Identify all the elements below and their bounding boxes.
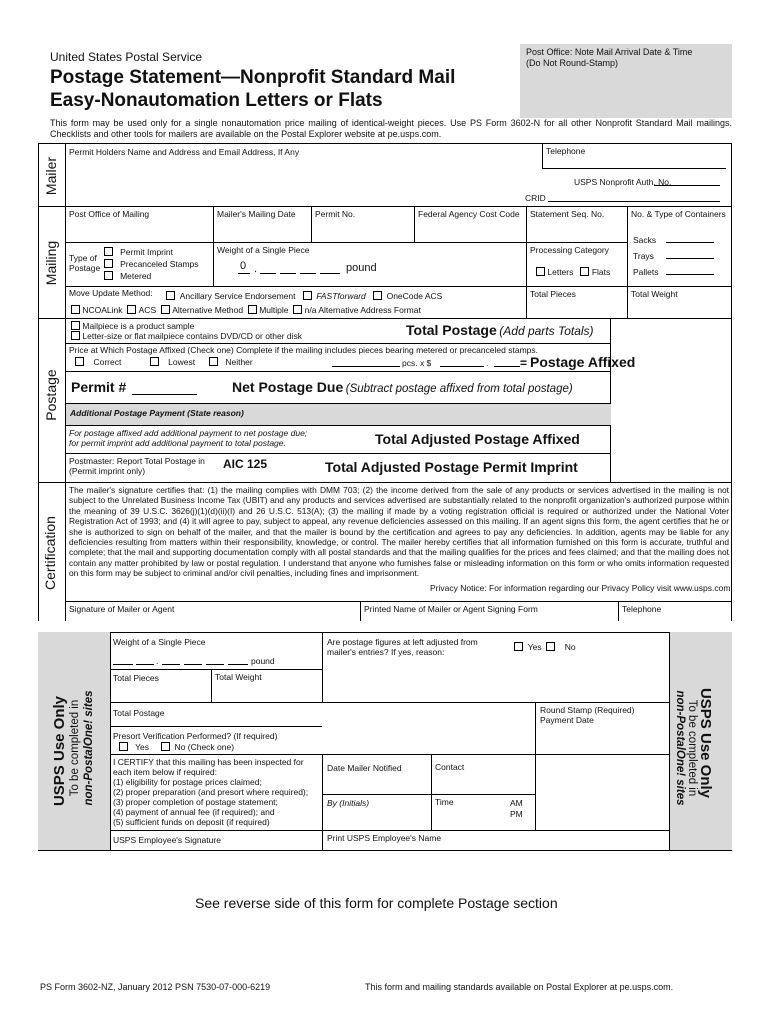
federal-code-field[interactable]: Federal Agency Cost Code — [414, 206, 526, 242]
usps-weight-unit: pound — [251, 656, 275, 666]
usps-total-postage[interactable]: Total Postage — [113, 708, 165, 718]
lowest-label: Lowest — [168, 357, 196, 367]
na-alt-checkbox[interactable] — [293, 305, 302, 314]
usps-left-sub-1: To be completed in — [69, 699, 81, 797]
na-alt-label: n/a Alternative Address Format — [304, 305, 421, 315]
usps-total-weight[interactable]: Total Weight — [211, 669, 322, 702]
multiple-checkbox[interactable] — [248, 305, 257, 314]
correct-label: Correct — [93, 357, 122, 367]
dvd-label: Letter-size or flat mailpiece contains DVD/CD or other disk — [82, 331, 303, 341]
alternative-label: Alternative Method — [172, 305, 244, 315]
certification-side-label: Certification — [42, 516, 58, 590]
postmaster-report: Postmaster: Report Total Postage in — [69, 456, 205, 466]
usps-right-sub-2: non-PostalOne! sites — [674, 690, 686, 806]
affixed-note-1: For postage affixed add additional payment to net postage due; — [69, 428, 308, 438]
postage-type-label-1: Type of — [69, 253, 97, 263]
neither-checkbox[interactable] — [209, 357, 218, 366]
ancillary-label: Ancillary Service Endorsement — [179, 291, 296, 301]
am-label: AM — [510, 798, 523, 808]
adjusted-no-label: No — [564, 642, 576, 652]
arrival-note-line-2: (Do Not Round-Stamp) — [526, 58, 619, 68]
usps-weight-label: Weight of a Single Piece — [113, 637, 206, 647]
by-initials-field[interactable]: By (Initials) — [327, 798, 370, 808]
auth-no-label: USPS Nonprofit Auth. No. — [574, 177, 672, 187]
adjusted-question: Are postage figures at left adjusted from mailer's entries? If yes, reason: — [327, 637, 478, 657]
total-postage-label: Total Postage — [406, 322, 497, 338]
flats-label: Flats — [591, 267, 611, 277]
presort-no-checkbox[interactable] — [161, 742, 170, 751]
net-postage-heading — [232, 379, 573, 395]
permit-no-field[interactable]: Permit No. — [311, 206, 414, 242]
print-employee-field[interactable]: Print USPS Employee's Name — [327, 833, 442, 843]
price-affixed-text: Price at Which Postage Affixed (Check one) Complete if the mailing includes pieces bearing metered or precanceled stamps. — [69, 345, 538, 355]
alternative-checkbox[interactable] — [161, 305, 170, 314]
product-sample-checkbox[interactable] — [71, 321, 80, 330]
certification-text: The mailer's signature certifies that: (1) the mailing complies with DMM 703; (2) the income derived from the sale of any products or services advertised in the mailing is not subject to the Unrelated Business Income Tax (UBIT) and any products and services advertised are substantially related to the nonprofit organization's authorized purpose within the meaning of 39 U.S.C. 3626(j)(1)(d)(ii)(I) and 26 U.S.C. 513(A); (3) the mailing if made by a voting registration official is required or authorized under the National Voter Registration Act of 1993; and (4) it will agree to pay, subject to appeal, any revenue deficiencies assessed on this mailing. If an agent signs this form, the agent certifies that he or she is authorized to sign on behalf of the mailer, and that the mailer is bound by the certification and agrees to pay any deficiencies. In addition, agents may be liable for any deficiencies resulting from matters within their responsibility, knowledge, or control. The mailer hereby certifies that all information furnished on this form is accurate, truthful and complete; that the mail and supporting documentation comply with all postal standards and that the mailing qualifies for the prices and fees claimed; and that the mailing does not contain any matter prohibited by law or postal regulation. I understand that anyone who furnishes false or misleading information on this form or who omits information requested on this form may be subject to criminal and/or civil penalties, including fines and imprisonment. — [69, 485, 729, 579]
usps-left-sub-2: non-PostalOne! sites — [83, 690, 95, 806]
form-subtitle: Easy-Nonautomation Letters or Flats — [50, 90, 383, 111]
adjusted-no-checkbox[interactable] — [546, 642, 555, 651]
availability-note: This form and mailing standards available on Postal Explorer at pe.usps.com. — [365, 982, 674, 992]
pallets-field[interactable] — [666, 265, 714, 275]
statement-seq-field[interactable]: Statement Seq. No. — [526, 206, 627, 242]
permit-holder-field[interactable]: Permit Holders Name and Address and Email Address, If Any — [69, 147, 300, 157]
pcs-x-label: pcs. x $ — [402, 358, 432, 368]
postage-type-label — [69, 253, 100, 273]
product-sample-label: Mailpiece is a product sample — [82, 321, 195, 331]
arrival-note-line-1: Post Office: Note Mail Arrival Date & Time — [526, 47, 693, 57]
correct-checkbox[interactable] — [75, 357, 84, 366]
weight-label: Weight of a Single Piece — [217, 245, 310, 255]
permit-number-label: Permit # — [71, 379, 127, 395]
flats-checkbox[interactable] — [580, 267, 589, 276]
affixed-note — [69, 428, 307, 448]
permit-imprint-label: Permit Imprint — [120, 247, 173, 257]
certify-item-5: (5) sufficient funds on deposit (if required) — [113, 817, 270, 827]
round-stamp-label — [540, 705, 635, 725]
crid-field[interactable] — [548, 191, 720, 202]
trays-field[interactable] — [666, 249, 714, 259]
certify-block — [113, 757, 319, 827]
mailing-date-field[interactable]: Mailer's Mailing Date — [213, 206, 311, 242]
contact-field[interactable]: Contact — [431, 754, 535, 794]
total-pieces-field[interactable]: Total Pieces — [526, 286, 627, 318]
crid-label: CRID — [525, 193, 546, 203]
mailer-signature-field[interactable]: Signature of Mailer or Agent — [69, 604, 175, 614]
weight-field[interactable] — [240, 260, 246, 272]
total-adjusted-affixed: Total Adjusted Postage Affixed — [375, 431, 580, 447]
move-update-label: Move Update Method: — [69, 288, 153, 298]
postage-type-label-2: Postage — [69, 263, 101, 273]
total-adjusted-imprint: Total Adjusted Postage Permit Imprint — [325, 459, 578, 475]
total-weight-field[interactable]: Total Weight — [627, 286, 732, 318]
presort-no-label: No (Check one) — [174, 742, 235, 752]
aic-code: AIC 125 — [223, 457, 268, 471]
weight-unit: pound — [346, 262, 377, 274]
dvd-checkbox[interactable] — [71, 331, 80, 340]
fastforward-label: FASTforward — [316, 291, 366, 301]
postage-type-options — [104, 247, 199, 283]
acs-label: ACS — [138, 305, 157, 315]
postage-side-label: Postage — [43, 369, 59, 421]
affixed-note-2: for permit imprint add additional payment to total postage. — [69, 438, 286, 448]
certify-item-3: (3) proper completion of postage statement; — [113, 797, 278, 807]
round-stamp-text: Round Stamp (Required) — [540, 705, 635, 715]
multiple-label: Multiple — [259, 305, 289, 315]
mailer-side-label: Mailer — [43, 156, 59, 196]
pcs-count-field[interactable] — [332, 357, 400, 367]
intro-text: This form may be used only for a single nonautomation price mailing of identical-weight pieces. Use PS Form 3602-N for all other Nonprofit Standard Mail mailings. Checklists and other tools for mailers are available on the Postal Explorer website at pe.usps.com. — [50, 118, 732, 139]
permit-imprint-checkbox[interactable] — [104, 247, 113, 256]
employee-signature-field[interactable]: USPS Employee's Signature — [113, 835, 221, 845]
total-postage-note: (Add parts Totals) — [499, 324, 594, 338]
permit-imprint-only: (Permit imprint only) — [69, 466, 146, 476]
sacks-label: Sacks — [633, 235, 657, 245]
agency-name: United States Postal Service — [50, 50, 203, 64]
post-office-field[interactable]: Post Office of Mailing — [69, 209, 150, 219]
presort-yes-checkbox[interactable] — [119, 742, 128, 751]
pm-label: PM — [510, 809, 523, 819]
certify-item-1: (1) eligibility for postage prices claimed; — [113, 777, 262, 787]
net-postage-note: (Subtract postage affixed from total postage) — [345, 383, 573, 395]
arrival-note-box — [520, 44, 732, 118]
price-field-cents[interactable] — [494, 357, 520, 367]
acs-checkbox[interactable] — [127, 305, 136, 314]
trays-label: Trays — [633, 251, 654, 261]
pallets-label: Pallets — [633, 267, 659, 277]
adjusted-yes-label: Yes — [527, 642, 542, 652]
certify-item-4: (4) payment of annual fee (if required); and — [113, 807, 275, 817]
sacks-field[interactable] — [666, 233, 714, 243]
lowest-checkbox[interactable] — [150, 357, 159, 366]
net-postage-label: Net Postage Due — [232, 379, 344, 395]
certify-intro: I CERTIFY that this mailing has been inspected for each item below if required: — [113, 757, 304, 777]
presort-question: Presort Verification Performed? (If required) — [113, 731, 278, 741]
presort-yes-label: Yes — [135, 742, 149, 752]
processing-label: Processing Category — [530, 245, 609, 255]
precanceled-label: Precanceled Stamps — [120, 259, 199, 269]
postage-affixed-label: Postage Affixed — [530, 354, 636, 370]
usps-left-title: USPS Use Only — [51, 695, 68, 807]
time-field[interactable]: Time — [431, 794, 535, 830]
price-field[interactable] — [440, 357, 484, 367]
metered-label: Metered — [120, 271, 152, 281]
usps-right-sub-1: To be completed in — [686, 699, 698, 797]
containers-label: No. & Type of Containers — [631, 209, 726, 219]
ancillary-checkbox[interactable] — [166, 291, 175, 300]
neither-label: Neither — [225, 357, 253, 367]
weight-dot: . — [254, 263, 258, 275]
ncoalink-label: NCOALink — [82, 305, 123, 315]
adjusted-yes-checkbox[interactable] — [514, 642, 523, 651]
precanceled-checkbox[interactable] — [104, 259, 113, 268]
telephone-field[interactable]: Telephone — [542, 143, 732, 169]
letters-checkbox[interactable] — [536, 267, 545, 276]
auth-no-field[interactable] — [654, 175, 720, 186]
processing-box — [526, 242, 627, 286]
certify-item-2: (2) proper preparation (and presort where required); — [113, 787, 309, 797]
usps-right-title: USPS Use Only — [697, 687, 714, 799]
payment-date-label: Payment Date — [540, 715, 594, 725]
see-reverse-note: See reverse side of this form for complete Postage section — [195, 895, 558, 911]
date-notified-field[interactable]: Date Mailer Notified — [327, 763, 402, 773]
permit-number-field[interactable] — [132, 380, 197, 395]
mailing-side-label: Mailing — [43, 240, 59, 286]
weight-zero: 0 — [240, 260, 247, 272]
metered-checkbox[interactable] — [104, 271, 113, 280]
printed-name-field[interactable]: Printed Name of Mailer or Agent Signing Form — [360, 601, 618, 621]
cert-telephone-field[interactable]: Telephone — [618, 601, 732, 621]
total-postage-heading — [406, 322, 594, 338]
additional-payment-row: Additional Postage Payment (State reason) — [66, 403, 611, 425]
onecode-label: OneCode ACS — [386, 291, 443, 301]
privacy-notice: Privacy Notice: For information regarding our Privacy Policy visit www.usps.com — [430, 583, 731, 593]
onecode-checkbox[interactable] — [373, 291, 382, 300]
form-title: Postage Statement—Nonprofit Standard Mail — [50, 67, 456, 88]
ncoalink-checkbox[interactable] — [71, 305, 80, 314]
form-id: PS Form 3602-NZ, January 2012 PSN 7530-07-000-6219 — [40, 982, 271, 992]
letters-label: Letters — [547, 267, 574, 277]
fastforward-checkbox[interactable] — [303, 291, 312, 300]
usps-total-pieces[interactable]: Total Pieces — [113, 673, 159, 683]
